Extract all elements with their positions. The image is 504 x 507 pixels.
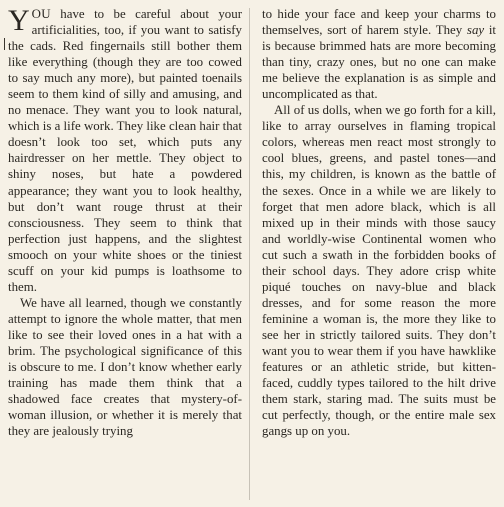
right-column xyxy=(262,6,496,501)
paragraph-1 xyxy=(8,6,242,295)
drop-cap: Y xyxy=(8,4,30,37)
emphasis-say: say xyxy=(466,23,485,38)
margin-mark xyxy=(4,38,5,50)
paragraph-1-text: have to be careful about your artificialities, too, if you want to satisfy the cads. Red fingernails still bother them like everything (though they are too cowed to say much any more), but painted toenails seem to them kind of silly and amusing, and no menace. They want you to look natural, which is a life work. They like clean hair that doesn’t look too set, which puts any hairdresser on her mettle. They object to shiny noses, but hate a powdered appearance; they want you to look healthy, but don’t want rouge thrust at their consciousness. They seem to think that perfection just happens, and the slightest smooch on your white shoes or the tiniest scuff on your kid pumps is loathsome to them. xyxy=(8,7,242,294)
paragraph-3: All of us dolls, when we go forth for a kill, like to array ourselves in flaming tropical colors, whereas men react most strongly to cool blues, greens, and pastel tones—and this, my children, is known as the battle of the sexes. Once in a while we are likely to forget that men adore black, which is all mixed up in their minds with those saucy and worldly-wise Continental women who cut such a swath in the forbidden books of their school days. They adore crisp white piqué touches on navy-blue and black dresses, and for some reason the more feminine a woman is, the more they like to see her in strictly tailored suits. They don’t want you to wear them if you have hawklike features or an athletic stride, but kitten-faced, cuddly types tailored to the hilt drive them stark, staring mad. The suits must be cut perfectly, though, or the entire male sex gangs up on you. xyxy=(262,103,496,439)
lead-in: OU xyxy=(31,7,51,21)
paragraph-2: We have all learned, though we constantly attempt to ignore the whole matter, that men like to see their loved ones in a hat with a brim. The psychological significance of this is obscure to me. I don’t know whether early training has made them think that a shadowed face creates that mystery-of-woman illusion, or whether it is merely that they are jealously trying xyxy=(8,295,242,439)
paragraph-2-continued-text-b: it is because brimmed hats are more becoming than tiny, crazy ones, but no one can make me believe the explanation is as simple and uncomplicated as that. xyxy=(262,23,496,102)
paragraph-2-continued-text-a: to hide your face and keep your charms to themselves, sort of harem style. They xyxy=(262,7,496,38)
paragraph-2-continued xyxy=(262,6,496,102)
article-columns xyxy=(8,6,496,501)
left-column xyxy=(8,6,242,501)
